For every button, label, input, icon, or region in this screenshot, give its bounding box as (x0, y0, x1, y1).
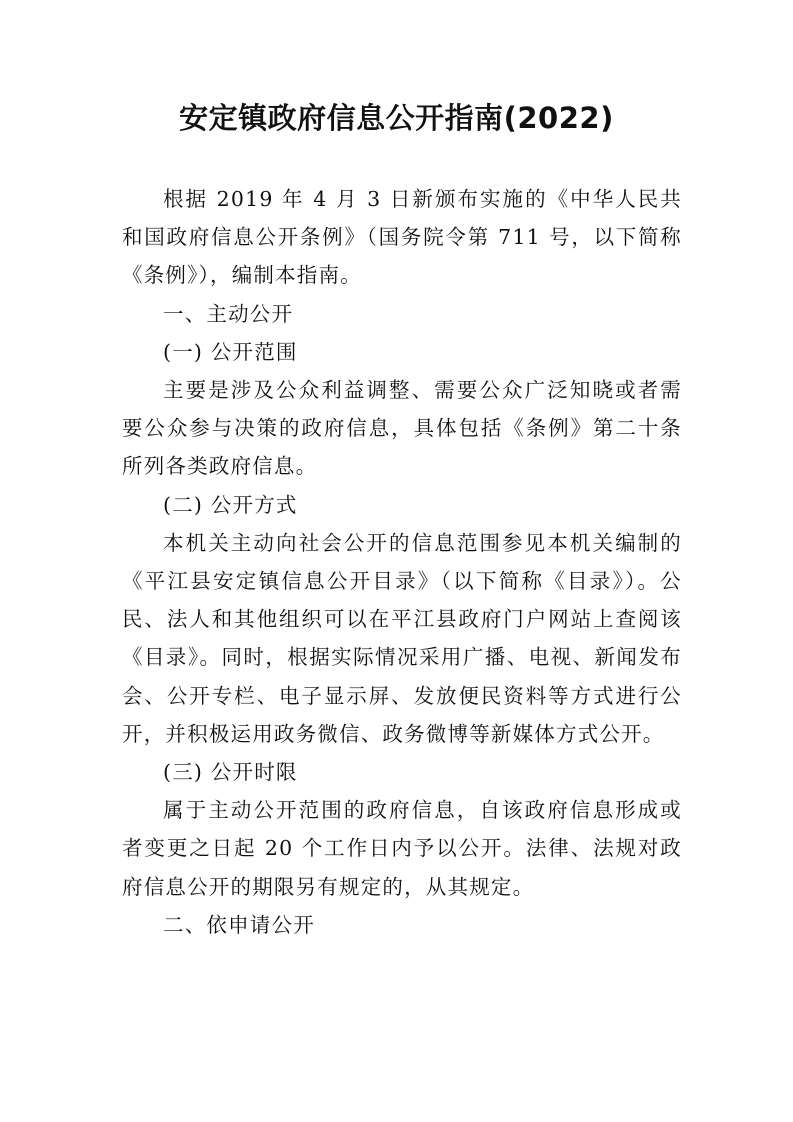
section-heading-active-disclosure: 一、主动公开 (163, 301, 294, 326)
scope-paragraph: 主要是涉及公众利益调整、需要公众广泛知晓或者需要公众参与决策的政府信息，具体包括《条例》第二十条所列各类政府信息。 (122, 378, 682, 479)
method-paragraph: 本机关主动向社会公开的信息范围参见本机关编制的《平江县安定镇信息公开目录》（以下简称《目录》）。公民、法人和其他组织可以在平江县政府门户网站上查阅该《目录》。同时，根据实际情况采用广播、电视、新闻发布会、公开专栏、电子显示屏、发放便民资料等方式进行公开，并积极运用政务微信、政务微博等新媒体方式公开。 (122, 530, 682, 746)
intro-paragraph: 根据 2019 年 4 月 3 日新颁布实施的《中华人民共和国政府信息公开条例》（国务院令第 711 号，以下简称《条例》），编制本指南。 (122, 187, 682, 288)
section-heading-on-request: 二、依申请公开 (163, 912, 315, 937)
subsection-heading-method: (二) 公开方式 (163, 492, 298, 517)
subsection-heading-time-limit: (三) 公开时限 (163, 760, 298, 785)
document-title: 安定镇政府信息公开指南(2022) (179, 101, 614, 135)
subsection-heading-scope: (一) 公开范围 (163, 339, 298, 364)
document-body (122, 180, 682, 944)
time-limit-paragraph: 属于主动公开范围的政府信息，自该政府信息形成或者变更之日起 20 个工作日内予以公开。法律、法规对政府信息公开的期限另有规定的，从其规定。 (122, 798, 682, 899)
